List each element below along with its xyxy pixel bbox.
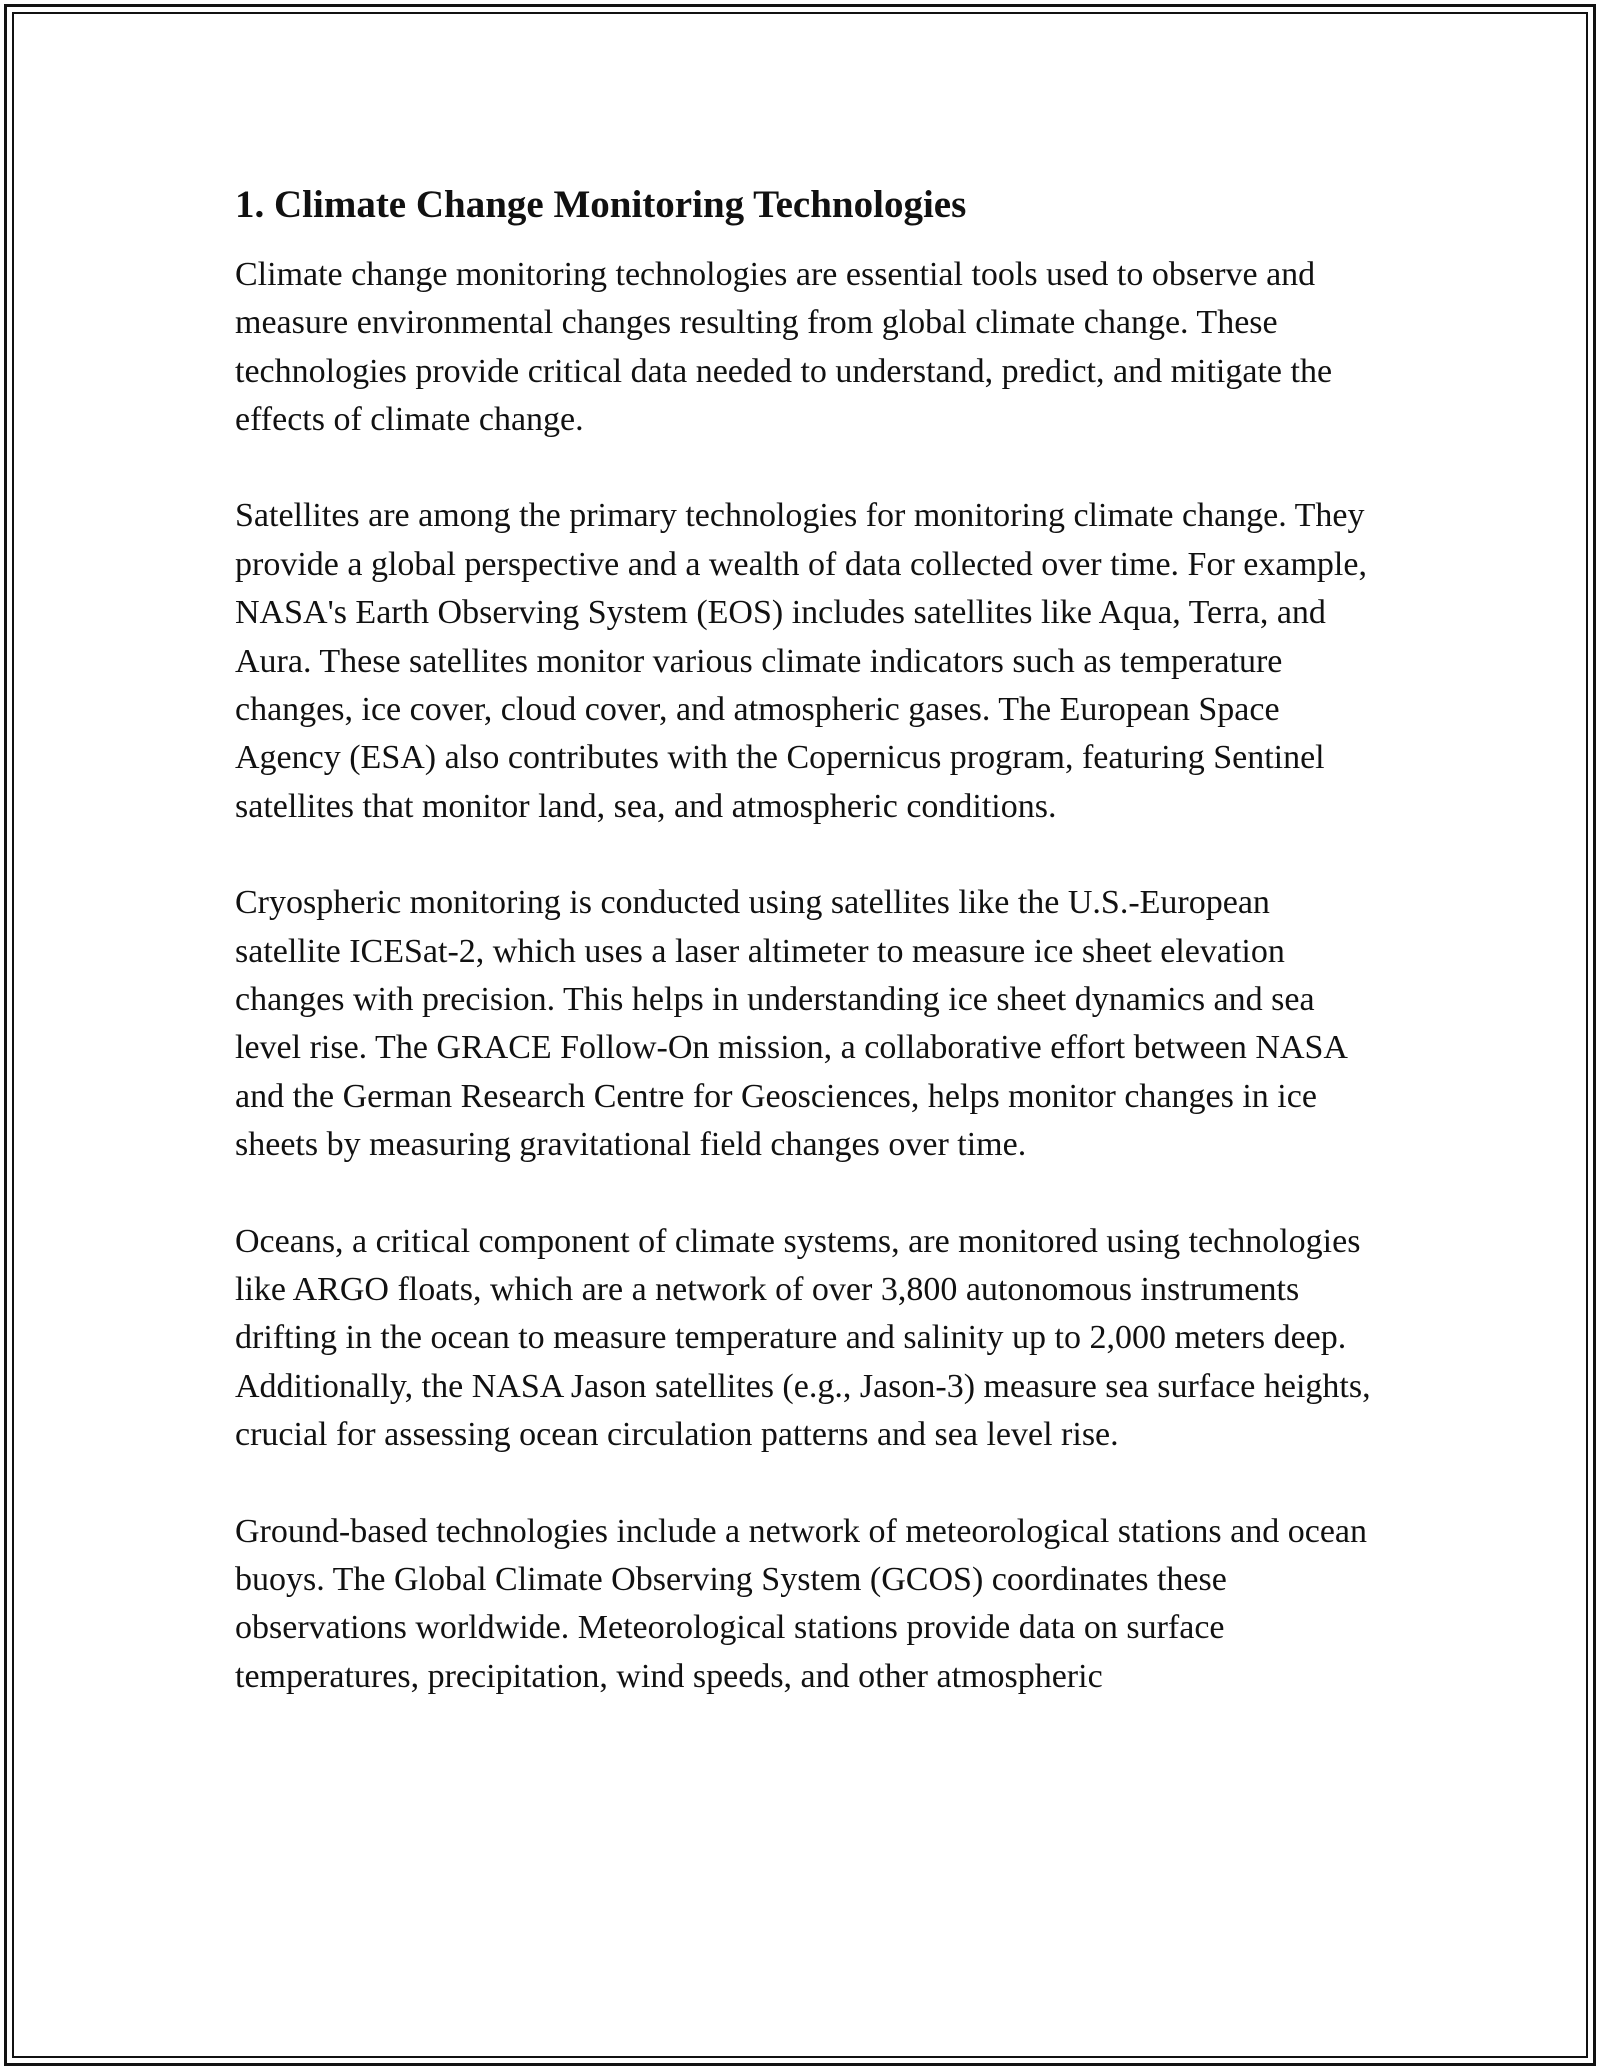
paragraph-satellites: Satellites are among the primary technologies for monitoring climate change. They provide a global perspective and a wealth of data collected over time. For example, NASA's Earth Observing System (EOS) includes satellites like Aqua, Terra, and Aura. These satellites monitor various climate indicators such as temperature changes, ice cover, cloud cover, and atmospheric gases. The European Space Agency (ESA) also contributes with the Copernicus program, featuring Sentinel satellites that monitor land, sea, and atmospheric conditions. (235, 497, 1367, 825)
document-body (235, 180, 1375, 1701)
paragraph-oceans: Oceans, a critical component of climate systems, are monitored using technologies like ARGO floats, which are a network of over 3,800 autonomous instruments drifting in the ocean to measure temperature and salinity up to 2,000 meters deep. Additionally, the NASA Jason satellites (e.g., Jason-3) measure sea surface heights, crucial for assessing ocean circulation patterns and sea level rise. (235, 1222, 1371, 1454)
paragraph-intro: Climate change monitoring technologies are essential tools used to observe and measure environmental changes resulting from global climate change. These technologies provide critical data needed to understand, predict, and mitigate the effects of climate change. (235, 255, 1333, 438)
paragraph-ground-based: Ground-based technologies include a network of meteorological stations and ocean buoys. The Global Climate Observing System (GCOS) coordinates these observations worldwide. Meteorological stations provide data on surface temperatures, precipitation, wind speeds, and other atmospheric (235, 1512, 1368, 1695)
paragraph-cryospheric: Cryospheric monitoring is conducted using satellites like the U.S.-European satellite ICESat-2, which uses a laser altimeter to measure ice sheet elevation changes with precision. This helps in understanding ice sheet dynamics and sea level rise. The GRACE Follow-On mission, a collaborative effort between NASA and the German Research Centre for Geosciences, helps monitor changes in ice sheets by measuring gravitational field changes over time. (235, 884, 1347, 1164)
section-heading: 1. Climate Change Monitoring Technologies (235, 183, 967, 226)
